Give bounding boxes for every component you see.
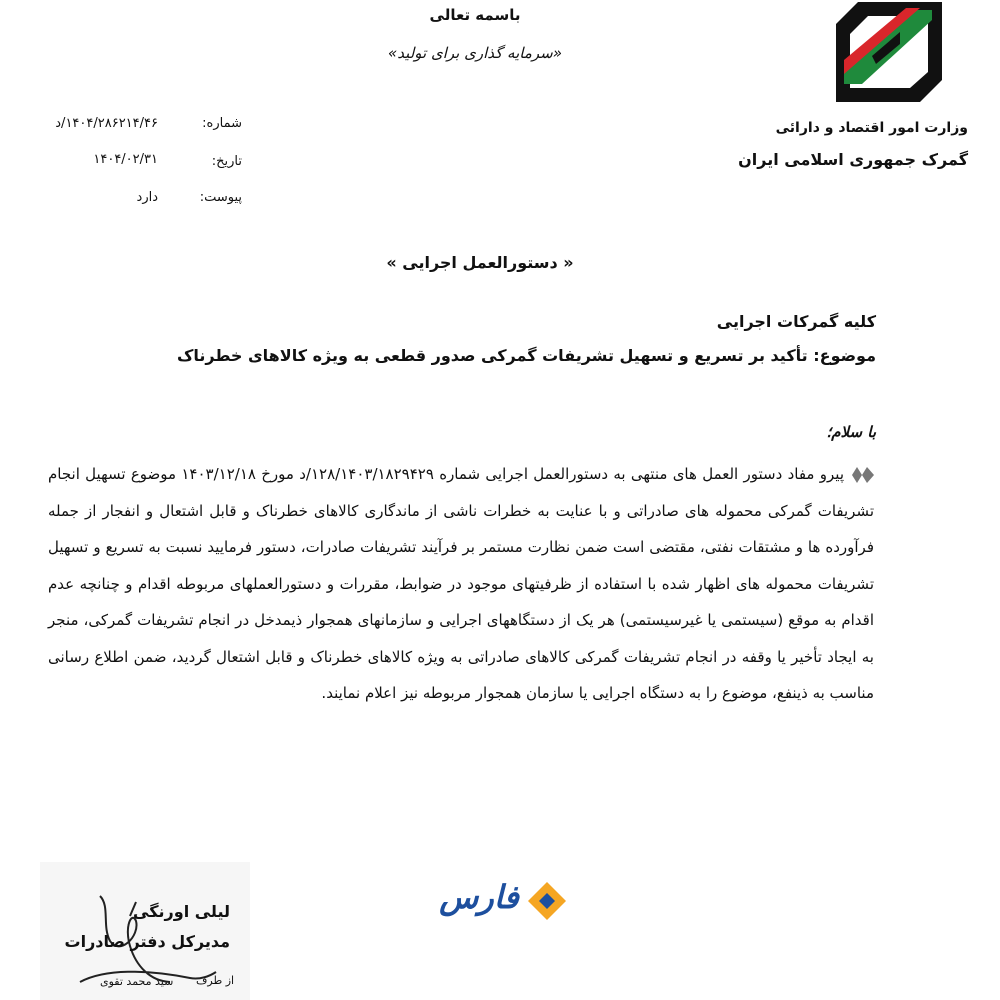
date-value: ۱۴۰۴/۰۲/۳۱	[93, 152, 158, 167]
number-label: شماره:	[202, 116, 242, 131]
document-title: « دستورالعمل اجرایی »	[386, 253, 574, 272]
ministry-name: وزارت امور اقتصاد و دارائی	[775, 120, 968, 136]
subject-label: موضوع:	[813, 346, 876, 365]
subject-text: تأکید بر تسریع و تسهیل تشریفات گمرکی صدور قطعی به ویژه کالاهای خطرناک	[176, 346, 808, 365]
customs-name: گمرک جمهوری اسلامی ایران	[738, 150, 968, 169]
bismillah-heading: باسمه تعالی	[429, 6, 521, 24]
greeting: با سلام؛	[826, 423, 876, 441]
attachment-value: دارد	[136, 190, 158, 205]
body-paragraph	[48, 456, 874, 712]
on-behalf-label: از طرف	[196, 974, 235, 987]
customs-logo-icon	[836, 2, 942, 102]
on-behalf-name: سید محمد تقوی	[100, 975, 174, 988]
signer-title: مدیرکل دفتر صادرات	[64, 932, 230, 951]
attachment-label: پیوست:	[199, 190, 242, 205]
number-value: ۱۴۰۴/۲۸۶۲۱۴/۴۶/د	[55, 116, 158, 131]
body-text: پیرو مفاد دستور العمل های منتهی به دستورالعمل اجرایی شماره ۱۲۸/۱۴۰۳/۱۸۲۹۴۲۹/د مورخ ۱۴۰۳/۱۲/۱۸ موضوع تسهیل انجام تشریفات گمرکی محموله های صادراتی و با عنایت به خطرات ناشی از ماندگاری کالاهای خطرناک و قابل اشتعال و انفجار از جمله فرآورده ها و مشتقات نفتی، مقتضی است ضمن نظارت مستمر بر فرآیند تشریفات صادرات، دستور فرمایید نسبت به تسریع و تسهیل تشریفات محموله های اظهار شده با استفاده از ظرفیتهای موجود در ضوابط، مقررات و دستورالعملهای مربوطه اقدام و چنانچه عدم اقدام به موقع (سیستمی یا غیرسیستمی) هر یک از دستگاههای اجرایی و سازمانهای همجوار ذیمدخل در انجام تشریفات گمرکی، منجر به ایجاد تأخیر یا وقفه در انجام تشریفات گمرکی کالاهای صادراتی به ویژه کالاهای خطرناک و قابل اشتعال گردید، ضمن اطلاع رسانی مناسب به ذینفع، موضوع را به دستگاه اجرایی یا سازمان همجوار مربوطه نیز اعلام نمایند.	[48, 465, 874, 702]
addressee: کلیه گمرکات اجرایی	[716, 312, 876, 331]
year-slogan: «سرمایه گذاری برای تولید»	[388, 44, 562, 62]
signer-name: لیلی اورنگی	[133, 902, 230, 921]
fars-logo-icon	[526, 880, 568, 922]
subject-line	[177, 346, 876, 365]
date-label: تاریخ:	[211, 154, 242, 169]
double-diamond-bullet-icon	[852, 467, 874, 483]
fars-logo-text: فارس	[439, 878, 519, 916]
